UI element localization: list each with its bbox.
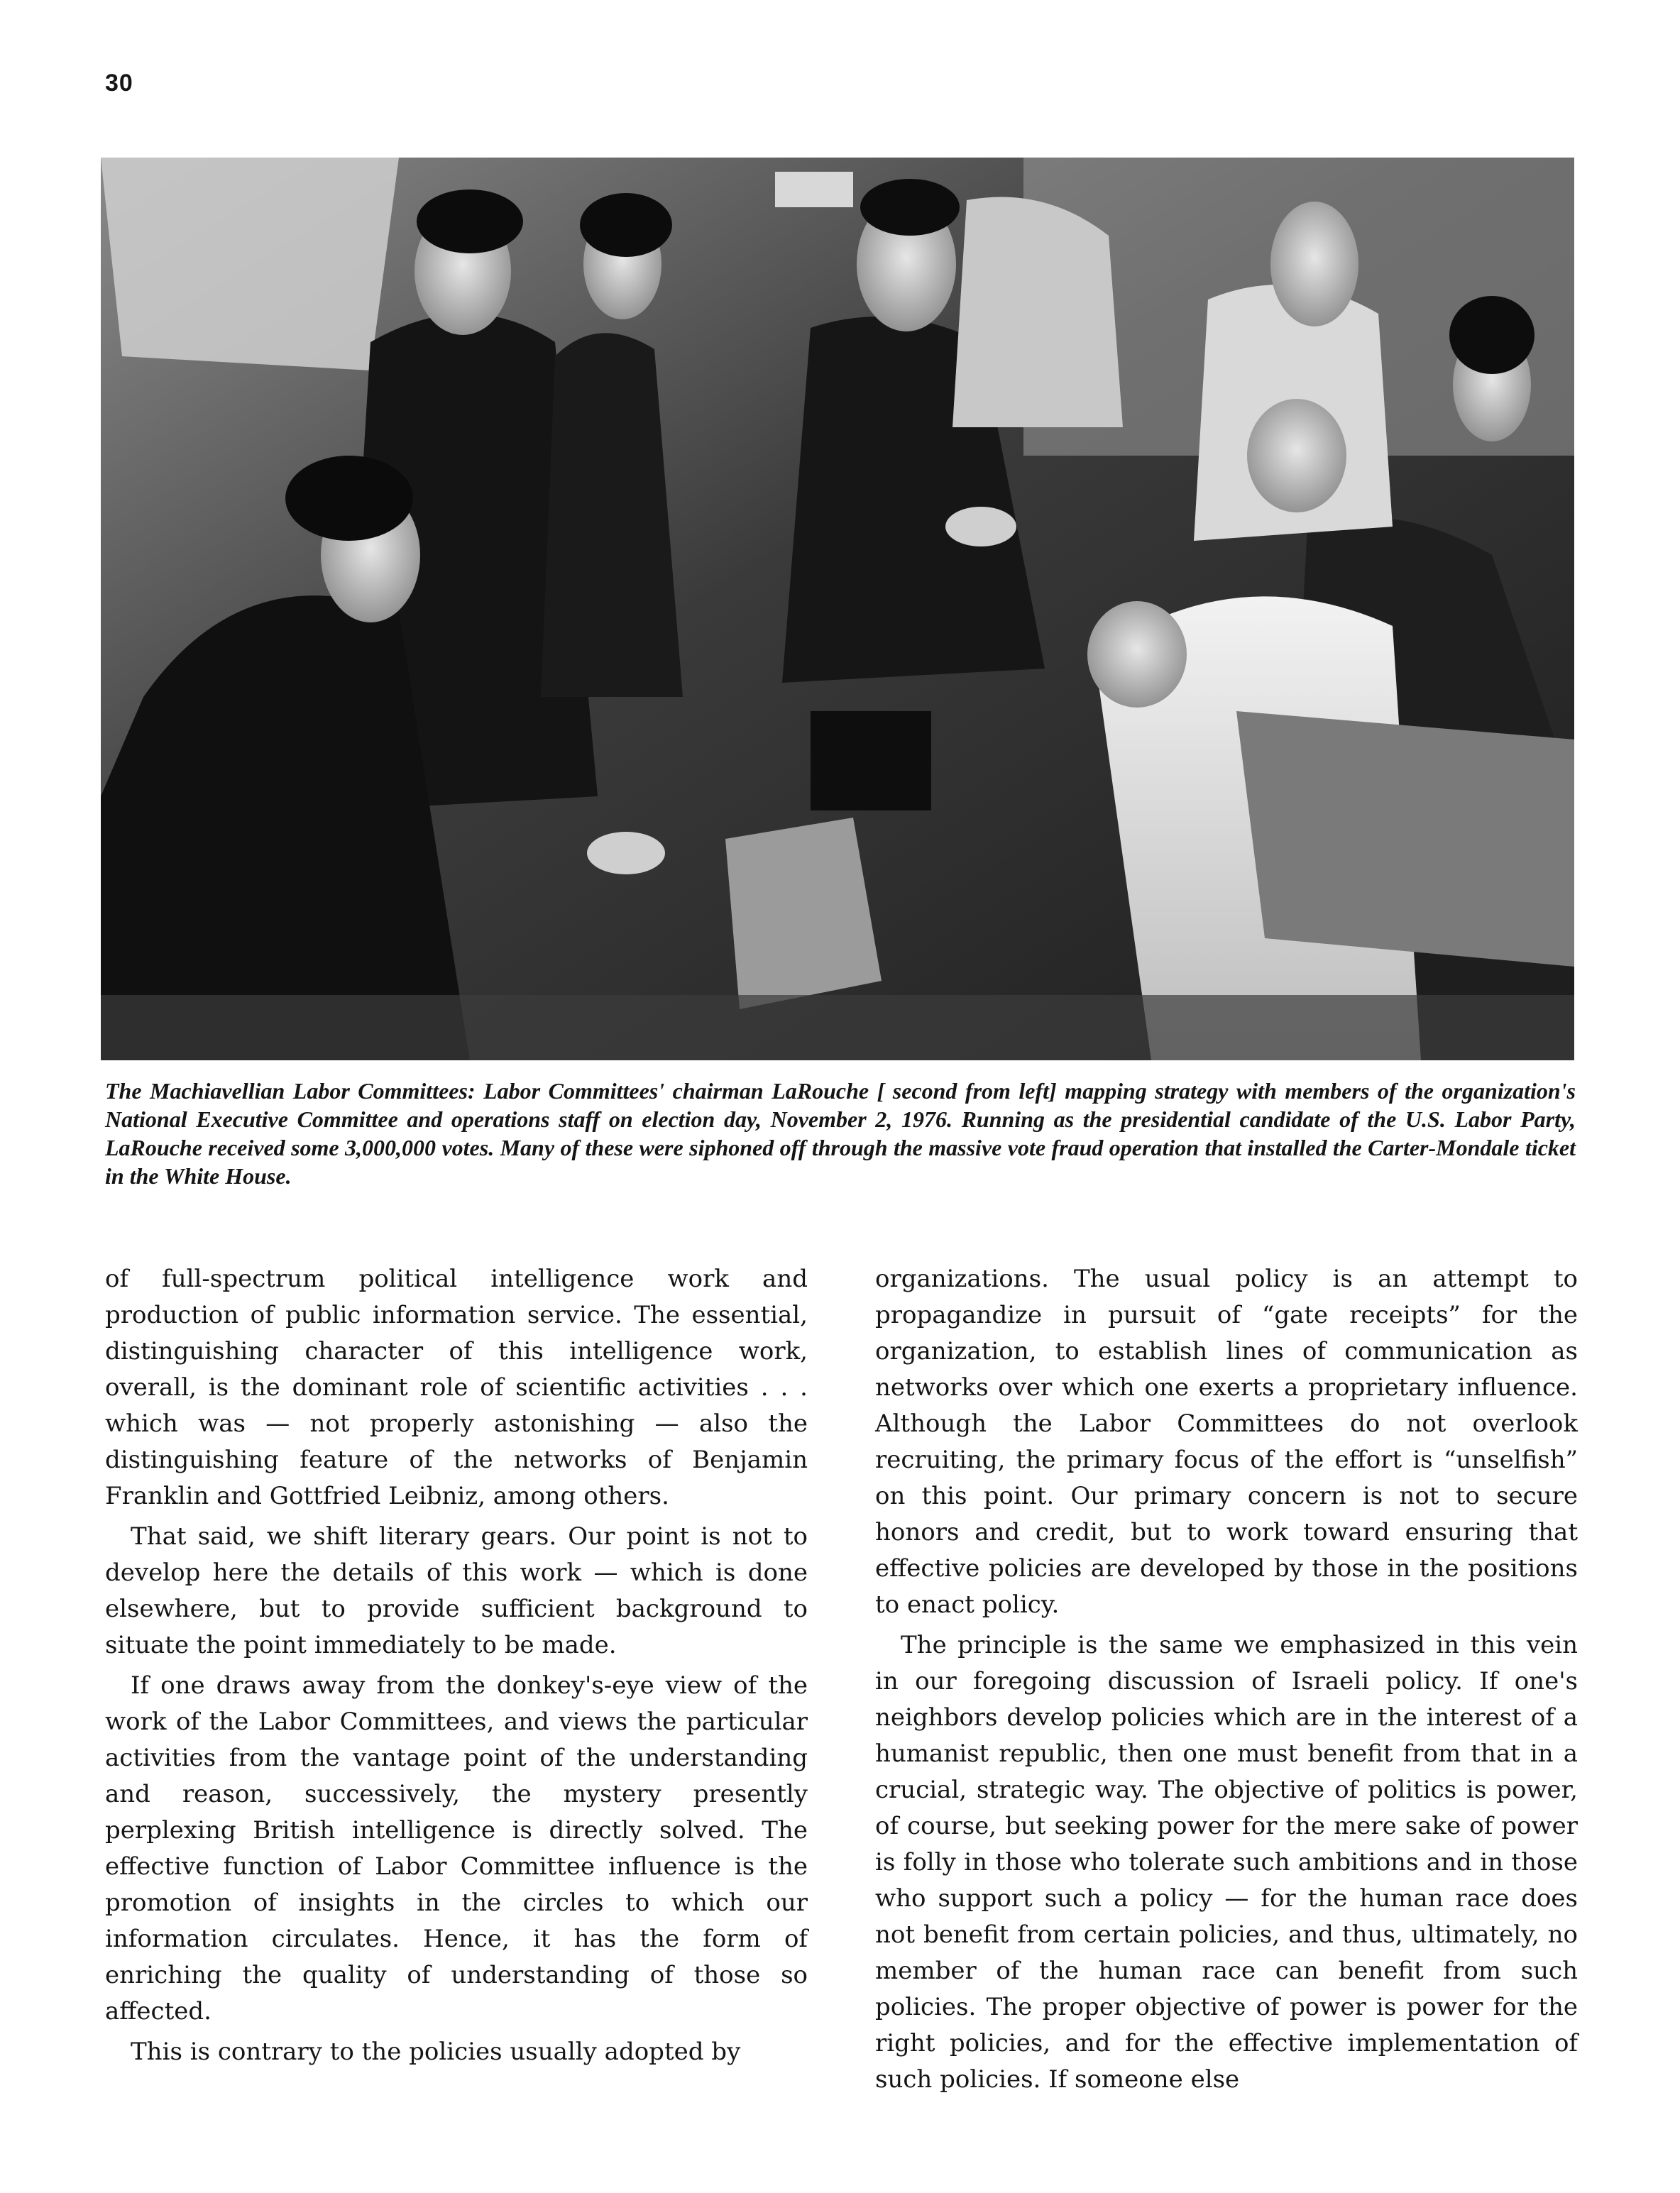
- paragraph: If one draws away from the donkey's-eye view of the work of the Labor Committees, and views the particular activities from the vantage point of the understanding and reason, successively, the mystery presently perplexing British intelligence is directly solved. The effective function of Labor Committee influence is the promotion of insights in the circles to which our information circulates. Hence, it has the form of enriching the quality of understanding of those so affected.: [105, 1671, 808, 2026]
- right-column: [875, 1261, 1578, 2102]
- paragraph: organizations. The usual policy is an attempt to propagandize in pursuit of “gate receipts” for the organization, to establish lines of communication as networks over which one exerts a proprietary influence. Although the Labor Committees do not overlook recruiting, the primary focus of the effort is “unselfish” on this point. Our primary concern is not to secure honors and credit, but to work toward ensuring that effective policies are developed by those in the positions to enact policy.: [875, 1265, 1578, 1619]
- paragraph: The principle is the same we emphasized in this vein in our foregoing discussion of Israeli policy. If one's neighbors develop policies which are in the interest of a humanist republic, then one must benefit from that in a crucial, strategic way. The objective of politics is power, of course, but seeking power for the mere sake of power is folly in those who tolerate such ambitions and in those who support such a policy — for the human race does not benefit from certain policies, and thus, ultimately, no member of the human race can benefit from such policies. The proper objective of power is power for the right policies, and for the effective implementation of such policies. If someone else: [875, 1631, 1578, 2094]
- paragraph: That said, we shift literary gears. Our point is not to develop here the details of this work — which is done elsewhere, but to provide sufficient background to situate the point immediately to be made.: [105, 1522, 808, 1659]
- page-number: 30: [105, 70, 133, 97]
- photo-caption: The Machiavellian Labor Committees: Labor Committees' chairman LaRouche [ second from left] mapping strategy with members of the organization's National Executive Committee and operations staff on election day, November 2, 1976. Running as the presidential candidate of the U.S. Labor Party, LaRouche received some 3,000,000 votes. Many of these were siphoned off through the massive vote fraud operation that installed the Carter-Mondale ticket in the White House.: [105, 1078, 1576, 1189]
- left-column: [105, 1261, 808, 2074]
- paragraph: of full-spectrum political intelligence work and production of public information service. The essential, distinguishing character of this intelligence work, overall, is the dominant role of scientific activities . . . which was — not properly astonishing — also the distinguishing feature of the networks of Benjamin Franklin and Gottfried Leibniz, among others.: [105, 1265, 808, 1510]
- paragraph: This is contrary to the policies usually adopted by: [131, 2038, 741, 2066]
- photograph-image: [101, 158, 1574, 1060]
- photo-meeting: [101, 158, 1574, 1060]
